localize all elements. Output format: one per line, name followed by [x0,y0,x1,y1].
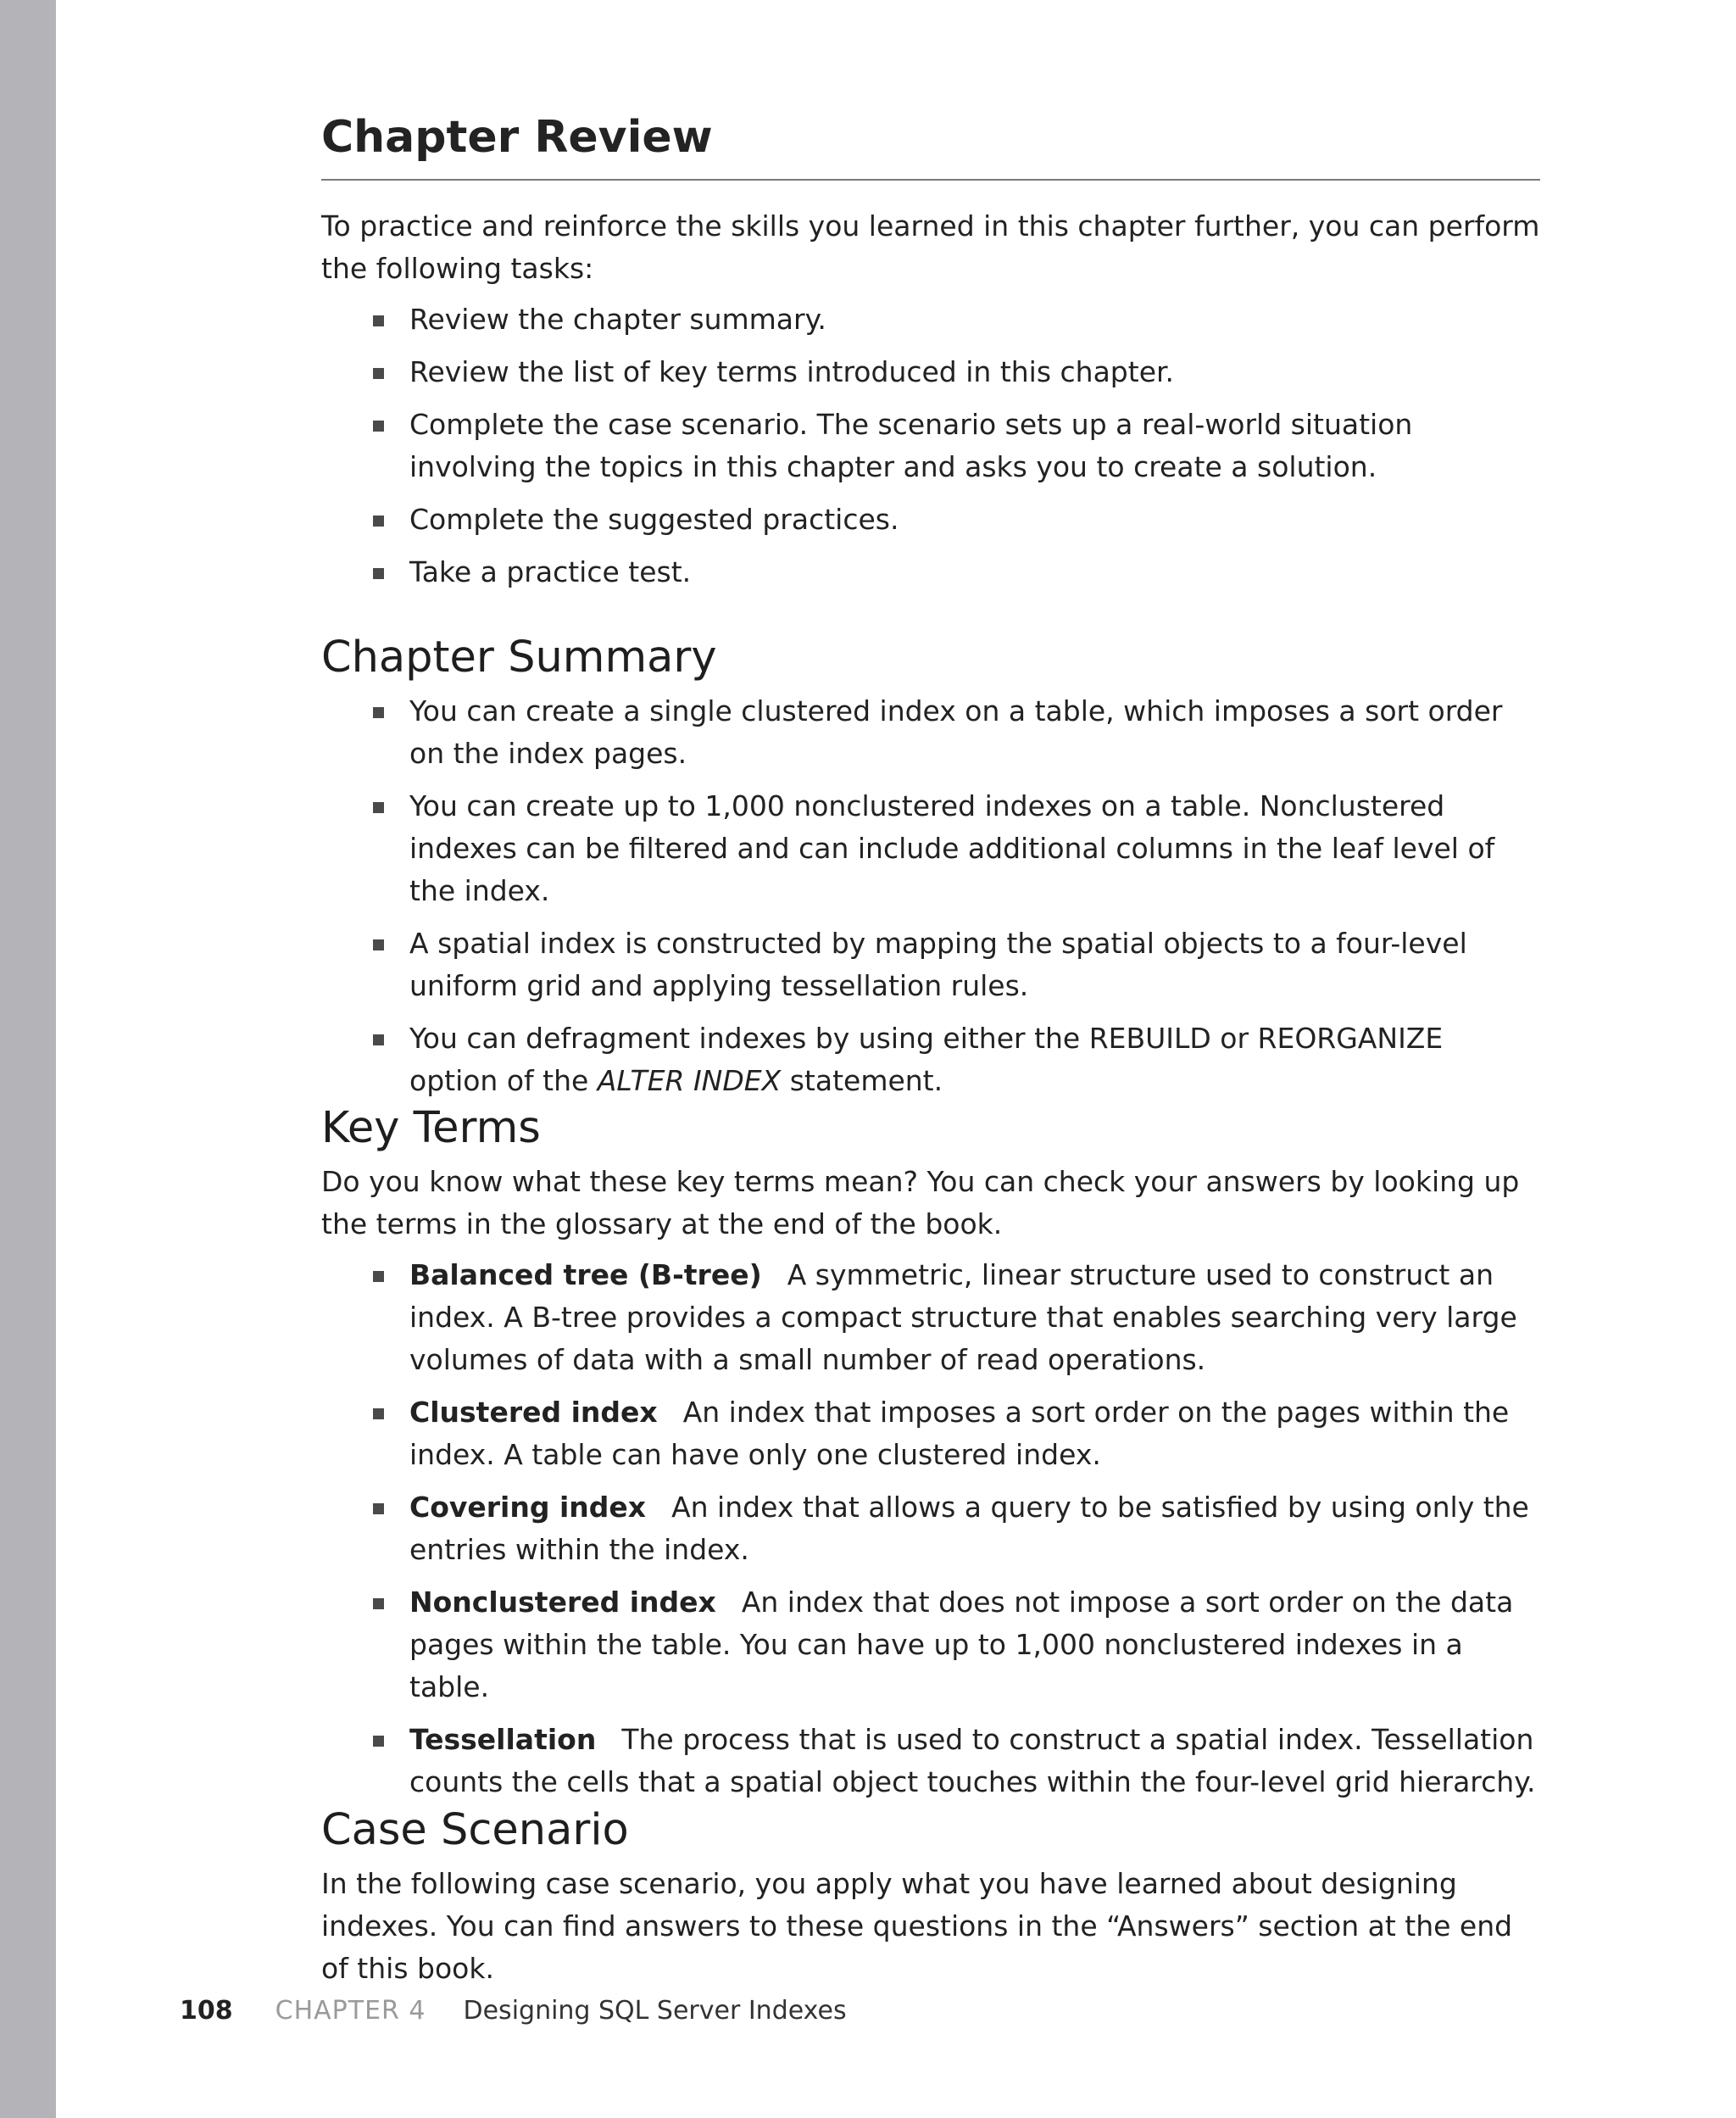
bullet-square-icon [373,939,384,950]
list-item: You can create a single clustered index on a table, which imposes a sort order on the index pages. [321,690,1540,775]
bullet-square-icon [373,802,384,813]
page-footer [180,1994,847,2028]
key-term-item: Balanced tree (B-tree) A symmetric, linear structure used to construct an index. A B-tree provides a compact structure that enables searching very large volumes of data with a small number of read operations. [321,1254,1540,1381]
key-terms-section [321,1101,1540,1814]
bullet-square-icon [373,568,384,579]
footer-chapter-label: CHAPTER 4 [275,1996,426,2026]
chapter-review-section [321,205,1540,604]
bullet-square-icon [373,421,384,432]
chapter-review-intro: To practice and reinforce the skills you learned in this chapter further, you can perform the following tasks: [321,209,1540,285]
case-scenario-title: Case Scenario [321,1805,629,1855]
key-term-item: Covering index An index that allows a query to be satisfied by using only the entries within the index. [321,1486,1540,1571]
page-number: 108 [180,1996,233,2026]
key-term-item: Clustered index An index that imposes a sort order on the pages within the index. A table can have only one clustered index. [321,1391,1540,1476]
bullet-square-icon [373,707,384,718]
chapter-summary-title: Chapter Summary [321,633,717,683]
case-scenario-section [321,1803,1540,1990]
bullet-square-icon [373,1598,384,1609]
key-term-item: Tessellation The process that is used to construct a spatial index. Tessellation counts the cells that a spatial object touches within the four-level grid hierarchy. [321,1719,1540,1803]
list-item: You can create up to 1,000 nonclustered indexes on a table. Nonclustered indexes can be filtered and can include additional columns in the leaf level of the index. [321,785,1540,912]
bullet-square-icon [373,1408,384,1419]
chapter-review-title: Chapter Review [321,112,713,163]
list-item: Review the list of key terms introduced in this chapter. [321,351,1540,393]
bullet-square-icon [373,1271,384,1282]
title-rule [321,179,1540,181]
list-item: A spatial index is constructed by mapping the spatial objects to a four-level uniform grid and applying tessellation rules. [321,922,1540,1007]
bullet-square-icon [373,1736,384,1747]
key-terms-title: Key Terms [321,1103,541,1153]
footer-chapter-title: Designing SQL Server Indexes [463,1996,847,2026]
bullet-square-icon [373,315,384,326]
list-item: Review the chapter summary. [321,298,1540,341]
key-terms-intro: Do you know what these key terms mean? You can check your answers by looking up the terms in the glossary at the end of the book. [321,1165,1520,1240]
chapter-summary-list [321,690,1540,1102]
bullet-square-icon [373,516,384,527]
list-item: Take a practice test. [321,551,1540,594]
case-scenario-intro: In the following case scenario, you apply what you have learned about designing indexes. You can find answers to these questions in the “Answers” section at the end of this book. [321,1867,1513,1985]
key-term-item: Nonclustered index An index that does not impose a sort order on the data pages within the table. You can have up to 1,000 nonclustered indexes in a table. [321,1581,1540,1708]
bullet-square-icon [373,368,384,379]
page-binding-strip [0,0,56,2118]
bullet-square-icon [373,1503,384,1514]
chapter-summary-section [321,631,1540,1112]
bullet-square-icon [373,1034,384,1045]
list-item: You can defragment indexes by using either the REBUILD or REORGANIZE option of the ALTER INDEX statement. [321,1017,1540,1102]
list-item: Complete the case scenario. The scenario sets up a real-world situation involving the topics in this chapter and asks you to create a solution. [321,404,1540,488]
key-terms-list [321,1254,1540,1803]
chapter-review-list [321,298,1540,594]
list-item: Complete the suggested practices. [321,499,1540,541]
